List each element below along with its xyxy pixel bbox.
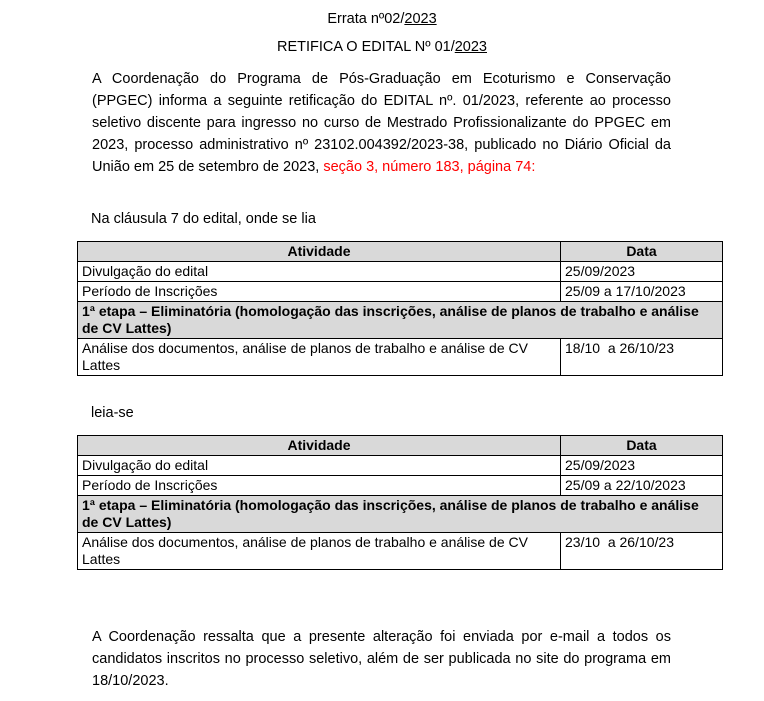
- document-title-year-underlined: 2023: [404, 11, 437, 27]
- table-header-row: [78, 436, 723, 456]
- table-row: [78, 476, 723, 496]
- document-subtitle-text: RETIFICA O EDITAL Nº 01/: [277, 39, 455, 55]
- table-cell-stage: 1ª etapa – Eliminatória (homologação das inscrições, análise de planos de trabalho e análise de CV Lattes): [78, 302, 723, 339]
- table-cell-data: 23/10 a 26/10/23: [561, 533, 723, 570]
- intro-paragraph-text: A Coordenação do Programa de Pós-Graduação em Ecoturismo e Conservação (PPGEC) informa a seguinte retificação do EDITAL nº. 01/2023, referente ao processo seletivo discente para ingresso no curso de Mestrado Profissionalizante do PPGEC em 2023, processo administrativo nº 23102.004392/2023-38, publicado no Diário Oficial da União em 25 de setembro de 2023,: [92, 71, 671, 175]
- table-header-data: Data: [561, 436, 723, 456]
- document-title: [92, 11, 672, 28]
- dou-reference-red-text: seção 3, número 183, página 74:: [323, 159, 536, 175]
- table-cell-data: 25/09/2023: [561, 262, 723, 282]
- table-cell-atividade: Análise dos documentos, análise de planos de trabalho e análise de CV Lattes: [78, 339, 561, 376]
- table-cell-atividade: Período de Inscrições: [78, 476, 561, 496]
- schedule-table-corrected: [77, 435, 723, 570]
- intro-paragraph: [92, 68, 671, 178]
- document-subtitle: [92, 39, 672, 56]
- table-row: [78, 533, 723, 570]
- table-cell-atividade: Divulgação do edital: [78, 262, 561, 282]
- table-header-row: [78, 242, 723, 262]
- closing-paragraph: A Coordenação ressalta que a presente alteração foi enviada por e-mail a todos os candidatos inscritos no processo seletivo, além de ser publicada no site do programa em 18/10/2023.: [92, 629, 671, 689]
- document-title-text: Errata nº02/: [327, 11, 405, 27]
- table-stage-row: [78, 302, 723, 339]
- table-cell-data: 18/10 a 26/10/23: [561, 339, 723, 376]
- table-cell-stage: 1ª etapa – Eliminatória (homologação das inscrições, análise de planos de trabalho e análise de CV Lattes): [78, 496, 723, 533]
- table-cell-data: 25/09 a 22/10/2023: [561, 476, 723, 496]
- table-header-atividade: Atividade: [78, 436, 561, 456]
- table-row: [78, 262, 723, 282]
- section-label-leia-se: leia-se: [91, 405, 134, 421]
- table-row: [78, 339, 723, 376]
- table-cell-atividade: Divulgação do edital: [78, 456, 561, 476]
- table-cell-atividade: Análise dos documentos, análise de planos de trabalho e análise de CV Lattes: [78, 533, 561, 570]
- table-header-atividade: Atividade: [78, 242, 561, 262]
- schedule-table-original: [77, 241, 723, 376]
- table-header-data: Data: [561, 242, 723, 262]
- table-cell-data: 25/09/2023: [561, 456, 723, 476]
- section-label-onde-se-lia: Na cláusula 7 do edital, onde se lia: [91, 211, 316, 227]
- table-cell-atividade: Período de Inscrições: [78, 282, 561, 302]
- document-subtitle-year-underlined: 2023: [454, 39, 487, 55]
- table-stage-row: [78, 496, 723, 533]
- table-row: [78, 282, 723, 302]
- table-cell-data: 25/09 a 17/10/2023: [561, 282, 723, 302]
- table-row: [78, 456, 723, 476]
